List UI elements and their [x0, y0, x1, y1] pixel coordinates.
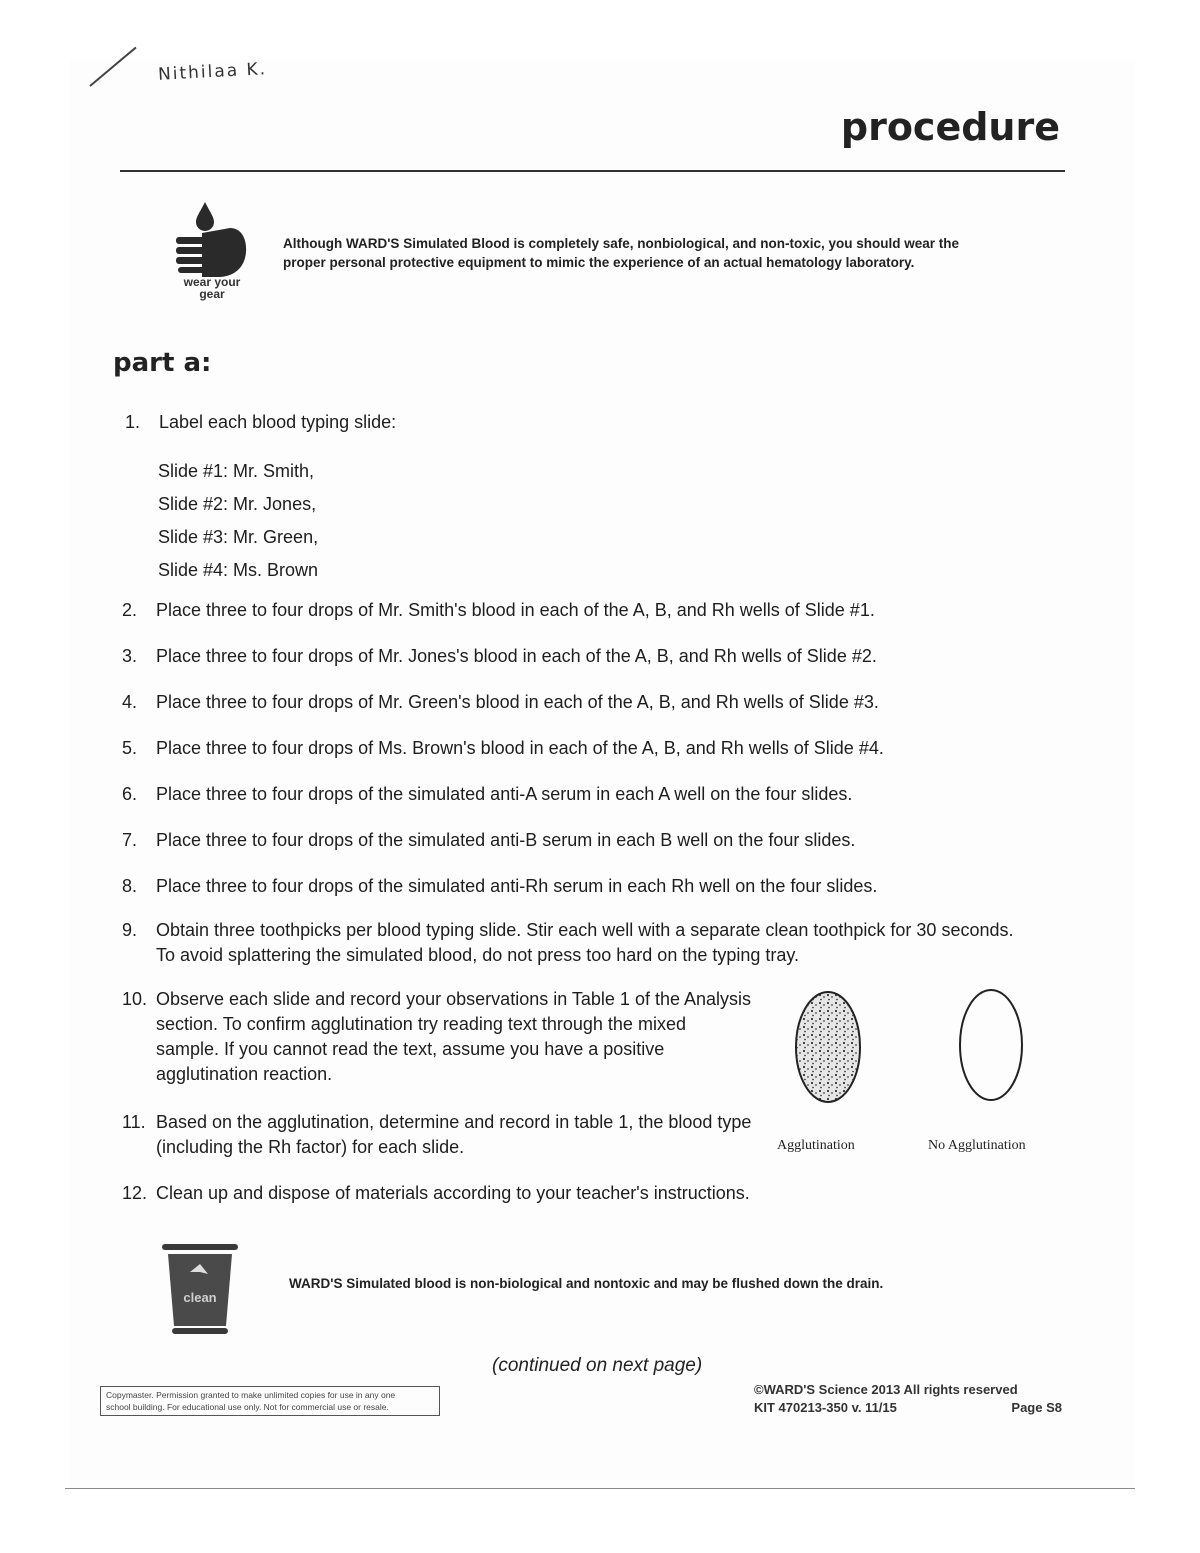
step-6: 6. Place three to four drops of the simulated anti-A serum in each A well on the four slides. [122, 784, 853, 804]
step-12: 12. Clean up and dispose of materials according to your teacher's instructions. [122, 1183, 750, 1203]
clean-icon-label: clean [183, 1290, 217, 1305]
agglutination-caption: Agglutination [777, 1138, 855, 1153]
no-agglutination-sample [960, 990, 1022, 1100]
part-a-heading: part a: [113, 348, 212, 378]
header-rule [120, 170, 1065, 172]
step-8: 8. Place three to four drops of the simulated anti-Rh serum in each Rh well on the four slides. [122, 876, 878, 896]
slide-label: Slide #2: Mr. Jones, [158, 494, 317, 514]
clean-bin-icon [160, 1242, 240, 1337]
copyright-text: ©WARD'S Science 2013 All rights reserved [754, 1382, 1018, 1397]
step-1: 1. Label each blood typing slide: [125, 412, 397, 432]
gear-label: wear your gear [183, 275, 241, 301]
step-4: 4. Place three to four drops of Mr. Green's blood in each of the A, B, and Rh wells of Slide #3. [122, 692, 879, 712]
step-3: 3. Place three to four drops of Mr. Jones's blood in each of the A, B, and Rh wells of Slide #2. [122, 646, 877, 666]
scan-edge [65, 1488, 1135, 1489]
section-title: procedure [840, 105, 1060, 149]
gear-notice-text: Although WARD'S Simulated Blood is completely safe, nonbiological, and non-toxic, you should wear the proper personal protective equipment to mimic the experience of an actual hematology laboratory. [283, 236, 960, 270]
step-11: 11. Based on the agglutination, determine and record in table 1, the blood type (including the Rh factor) for each slide. [122, 1112, 752, 1157]
step-9: 9. Obtain three toothpicks per blood typing slide. Stir each well with a separate clean toothpick for 30 seconds. To avoid splattering the simulated blood, do not press too hard on the typing tray. [122, 920, 1014, 965]
no-agglutination-caption: No Agglutination [928, 1138, 1026, 1153]
step-2: 2. Place three to four drops of Mr. Smith's blood in each of the A, B, and Rh wells of Slide #1. [122, 600, 875, 620]
copymaster-notice: Copymaster. Permission granted to make unlimited copies for use in any one school building. For educational use only. Not for commercial use or resale. [100, 1386, 440, 1416]
handwritten-name: Nithilaa K. [157, 59, 268, 85]
step-5: 5. Place three to four drops of Ms. Brown's blood in each of the A, B, and Rh wells of Slide #4. [122, 738, 884, 758]
slide-label: Slide #3: Mr. Green, [158, 527, 319, 547]
step-10: 10. Observe each slide and record your observations in Table 1 of the Analysis section. To confirm agglutination try reading text through the mixed sample. If you cannot read the text, assume you have a positive agglutination reaction. [122, 989, 752, 1084]
clean-notice-text: WARD'S Simulated blood is non-biological and nontoxic and may be flushed down the drain. [289, 1276, 884, 1291]
page-number: Page S8 [1011, 1400, 1062, 1415]
continued-note: (continued on next page) [492, 1355, 703, 1376]
slide-label-list [158, 455, 318, 587]
agglutination-sample [796, 992, 860, 1102]
kit-number: KIT 470213-350 v. 11/15 [754, 1400, 897, 1415]
slide-label: Slide #1: Mr. Smith, [158, 461, 315, 481]
step-7: 7. Place three to four drops of the simulated anti-B serum in each B well on the four slides. [122, 830, 856, 850]
slide-label: Slide #4: Ms. Brown [158, 560, 319, 580]
copyright-block [754, 1381, 1074, 1417]
